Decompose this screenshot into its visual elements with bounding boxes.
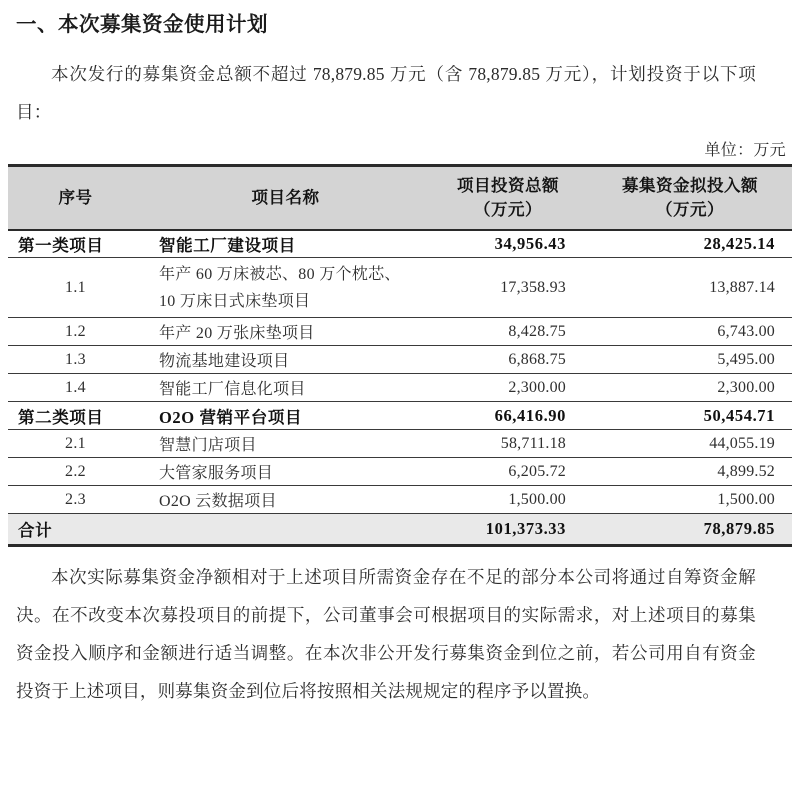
row-index: 1.4 — [8, 374, 143, 402]
row-project-name: O2O 营销平台项目 — [143, 402, 428, 430]
row-total-investment: 34,956.43 — [428, 230, 588, 258]
table-row — [8, 486, 792, 514]
row-project-name: 物流基地建设项目 — [143, 346, 428, 374]
row-raised-funds: 2,300.00 — [588, 374, 792, 402]
table-body — [8, 230, 792, 546]
row-raised-funds: 6,743.00 — [588, 318, 792, 346]
unit-label: 单位：万元 — [704, 141, 786, 159]
row-total-investment: 17,358.93 — [428, 258, 588, 318]
row-project-name: O2O 云数据项目 — [143, 486, 428, 514]
column-header-total-investment-line2: （万元） — [474, 199, 542, 219]
total-total-investment: 101,373.33 — [428, 514, 588, 546]
total-name — [143, 514, 428, 546]
table-header-row — [8, 165, 792, 230]
column-header-raised-funds-line2: （万元） — [656, 199, 724, 219]
row-raised-funds: 28,425.14 — [588, 230, 792, 258]
row-project-name: 大管家服务项目 — [143, 458, 428, 486]
closing-paragraph: 本次实际募集资金净额相对于上述项目所需资金存在不足的部分本公司将通过自筹资金解决。在不改变本次募投项目的前提下，公司董事会可根据项目的实际需求，对上述项目的募集资金投入顺序和金额进行适当调整。在本次非公开发行募集资金到位之前，若公司用自有资金投资于上述项目，则募集资金到位后将按照相关法规规定的程序予以置换。 — [16, 567, 756, 702]
row-index: 第一类项目 — [8, 230, 143, 258]
fund-usage-table — [8, 164, 792, 548]
section-heading: 一、本次募集资金使用计划 — [16, 14, 268, 36]
total-label: 合计 — [8, 514, 143, 546]
row-total-investment: 58,711.18 — [428, 430, 588, 458]
row-project-name: 智能工厂建设项目 — [143, 230, 428, 258]
row-project-name: 智能工厂信息化项目 — [143, 374, 428, 402]
row-index: 2.1 — [8, 430, 143, 458]
table-head — [8, 165, 792, 230]
row-index: 2.3 — [8, 486, 143, 514]
column-header-total-investment-line1: 项目投资总额 — [457, 175, 559, 195]
row-total-investment: 6,205.72 — [428, 458, 588, 486]
row-project-name-line2: 10 万床日式床垫项目 — [159, 292, 311, 310]
row-index: 第二类项目 — [8, 402, 143, 430]
row-index: 2.2 — [8, 458, 143, 486]
table-total-row — [8, 514, 792, 546]
row-raised-funds: 13,887.14 — [588, 258, 792, 318]
column-header-raised-funds — [588, 165, 792, 230]
row-total-investment: 66,416.90 — [428, 402, 588, 430]
table-row — [8, 258, 792, 318]
row-index: 1.3 — [8, 346, 143, 374]
table-row — [8, 402, 792, 430]
row-project-name: 年产 20 万张床垫项目 — [143, 318, 428, 346]
column-header-raised-funds-line1: 募集资金拟投入额 — [622, 175, 758, 195]
row-project-name: 智慧门店项目 — [143, 430, 428, 458]
column-header-project-name: 项目名称 — [143, 165, 428, 230]
row-total-investment: 8,428.75 — [428, 318, 588, 346]
intro-paragraph: 本次发行的募集资金总额不超过 78,879.85 万元（含 78,879.85 万元），计划投资于以下项目： — [16, 63, 756, 122]
row-index: 1.1 — [8, 258, 143, 318]
row-total-investment: 1,500.00 — [428, 486, 588, 514]
row-project-name-line1: 年产 60 万床被芯、80 万个枕芯、 — [159, 265, 401, 283]
row-raised-funds: 4,899.52 — [588, 458, 792, 486]
table-row — [8, 346, 792, 374]
row-raised-funds: 5,495.00 — [588, 346, 792, 374]
row-project-name — [143, 258, 428, 318]
column-header-index: 序号 — [8, 165, 143, 230]
table-row — [8, 430, 792, 458]
row-index: 1.2 — [8, 318, 143, 346]
table-row — [8, 230, 792, 258]
column-header-total-investment — [428, 165, 588, 230]
row-total-investment: 6,868.75 — [428, 346, 588, 374]
row-raised-funds: 44,055.19 — [588, 430, 792, 458]
table-row — [8, 318, 792, 346]
fund-usage-table-wrapper — [0, 164, 800, 548]
row-total-investment: 2,300.00 — [428, 374, 588, 402]
table-row — [8, 458, 792, 486]
table-row — [8, 374, 792, 402]
row-raised-funds: 50,454.71 — [588, 402, 792, 430]
total-raised-funds: 78,879.85 — [588, 514, 792, 546]
row-raised-funds: 1,500.00 — [588, 486, 792, 514]
